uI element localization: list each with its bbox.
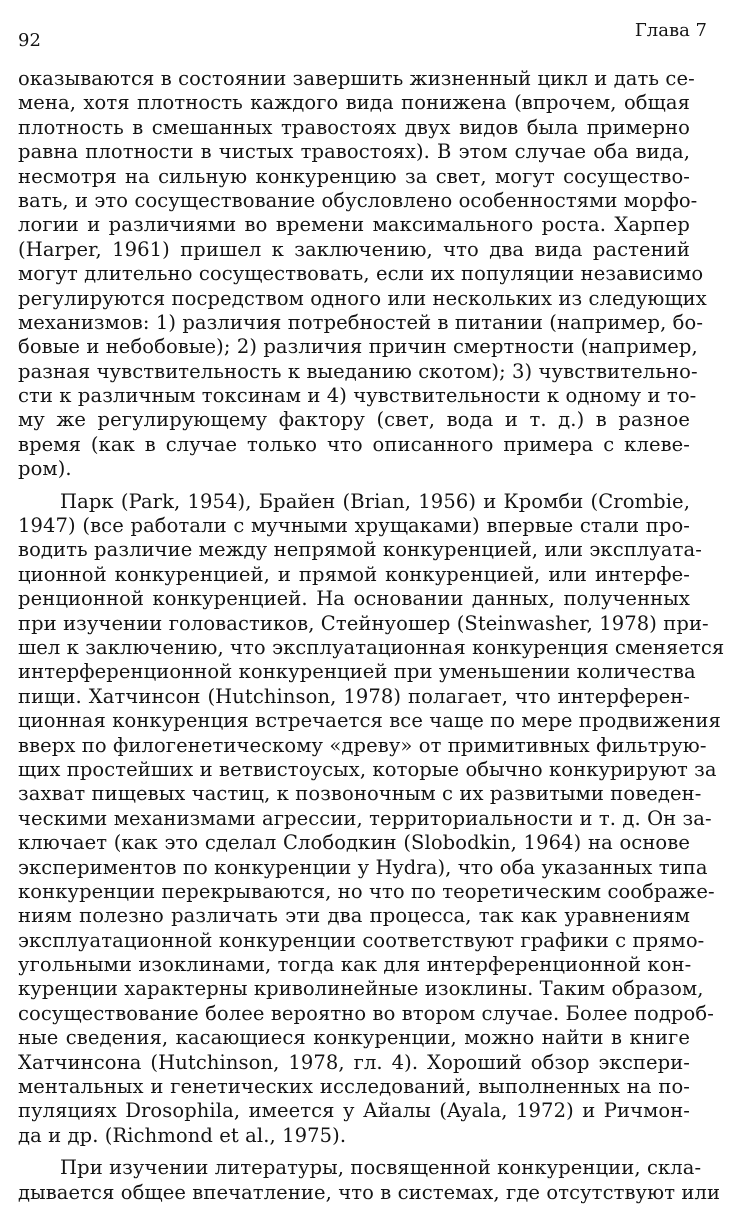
running-header bbox=[18, 20, 707, 50]
paragraph-gap bbox=[18, 1148, 690, 1156]
text-line: равна плотности в чистых травостоях). В этом случае оба вида, bbox=[18, 140, 690, 164]
text-line: вать, и это сосуществование обусловлено особенностями морфо- bbox=[18, 188, 698, 212]
text-line: сти к различным токсинам и 4) чувствительности к одному и то- bbox=[18, 384, 697, 408]
text-line: экспериментов по конкуренции у Hydra), что оба указанных типа bbox=[18, 855, 708, 879]
text-line: щих простейших и ветвистоусых, которые обычно конкурируют за bbox=[18, 757, 717, 781]
text-line: интерференционной конкуренцией при уменьшении количества bbox=[18, 660, 696, 684]
text-line: 1947) (все работали с мучными хрущаками) впервые стали про- bbox=[18, 514, 690, 538]
text-line: время (как в случае только что описанного примера с клеве- bbox=[18, 432, 690, 456]
paragraph bbox=[18, 489, 725, 1149]
text-line: конкуренции перекрываются, но что по теоретическим соображе- bbox=[18, 879, 715, 903]
text-line: бовые и небобовые); 2) различия причин смертности (например, bbox=[18, 335, 698, 359]
text-line: куренции характерны криволинейные изоклины. Таким образом, bbox=[18, 977, 704, 1001]
text-line: пищи. Хатчинсон (Hutchinson, 1978) полагает, что интерферен- bbox=[18, 684, 690, 708]
text-line: несмотря на сильную конкуренцию за свет, могут сосущество- bbox=[18, 164, 690, 188]
text-line: мена, хотя плотность каждого вида понижена (впрочем, общая bbox=[18, 91, 690, 115]
text-line: механизмов: 1) различия потребностей в питании (например, бо- bbox=[18, 310, 704, 334]
text-line: сосуществование более вероятно во втором случае. Более подроб- bbox=[18, 1001, 714, 1025]
text-line: разная чувствительность к выеданию скотом); 3) чувствительно- bbox=[18, 359, 698, 383]
text-line: ческими механизмами агрессии, территориальности и т. д. Он за- bbox=[18, 806, 712, 830]
text-line: угольными изоклинами, тогда как для интерференционной кон- bbox=[18, 953, 692, 977]
text-line: логии и различиями во времени максимального роста. Харпер bbox=[18, 213, 690, 237]
text-line: шел к заключению, что эксплуатационная конкуренция сменяется bbox=[18, 635, 725, 659]
text-line: му же регулирующему фактору (свет, вода и т. д.) в разное bbox=[18, 408, 690, 432]
text-line: ментальных и генетических исследований, выполненных на по- bbox=[18, 1075, 690, 1099]
text-line: ниям полезно различать эти два процесса, так как уравнениям bbox=[18, 904, 690, 928]
text-line: ционной конкуренцией, и прямой конкуренцией, или интерфе- bbox=[18, 562, 690, 586]
text-line: При изучении литературы, посвященной конкуренции, скла- bbox=[60, 1156, 702, 1180]
text-line: ключает (как это сделал Слободкин (Slobodkin, 1964) на основе bbox=[18, 831, 690, 855]
text-line: ные сведения, касающиеся конкуренции, можно найти в книге bbox=[18, 1026, 690, 1050]
text-line: могут длительно сосуществовать, если их популяции независимо bbox=[18, 262, 704, 286]
text-line: водить различие между непрямой конкуренцией, или эксплуата- bbox=[18, 538, 702, 562]
body-text bbox=[18, 67, 725, 1205]
text-line: дывается общее впечатление, что в системах, где отсутствуют или bbox=[18, 1180, 721, 1204]
text-line: ренционной конкуренцией. На основании данных, полученных bbox=[18, 587, 690, 611]
text-line: ционная конкуренция встречается все чаще по мере продвижения bbox=[18, 709, 721, 733]
text-line: вверх по филогенетическому «древу» от примитивных фильтрую- bbox=[18, 733, 707, 757]
text-line: регулируются посредством одного или нескольких из следующих bbox=[18, 286, 707, 310]
paragraph bbox=[18, 67, 707, 482]
paragraph-gap bbox=[18, 482, 690, 490]
chapter-title: Глава 7 bbox=[634, 20, 707, 41]
text-line: плотность в смешанных травостоях двух видов была примерно bbox=[18, 115, 690, 139]
text-line: Хатчинсона (Hutchinson, 1978, гл. 4). Хороший обзор экспери- bbox=[18, 1050, 690, 1074]
text-line: да и др. (Richmond et al., 1975). bbox=[18, 1123, 347, 1147]
page-number: 92 bbox=[18, 30, 41, 51]
paragraph bbox=[18, 1156, 721, 1205]
text-line: пуляциях Drosophila, имеется у Айалы (Ayala, 1972) и Ричмон- bbox=[18, 1099, 690, 1123]
text-line: при изучении головастиков, Стейнуошер (Steinwasher, 1978) при- bbox=[18, 611, 709, 635]
text-line: ром). bbox=[18, 457, 72, 481]
text-line: эксплуатационной конкуренции соответствуют графики с прямо- bbox=[18, 928, 705, 952]
text-line: (Harper, 1961) пришел к заключению, что два вида растений bbox=[18, 237, 690, 261]
text-line: оказываются в состоянии завершить жизненный цикл и дать се- bbox=[18, 67, 695, 90]
text-line: Парк (Park, 1954), Брайен (Brian, 1956) и Кромби (Crombie, bbox=[60, 489, 690, 513]
text-line: захват пищевых частиц, к позвоночным с их развитыми поведен- bbox=[18, 782, 702, 806]
